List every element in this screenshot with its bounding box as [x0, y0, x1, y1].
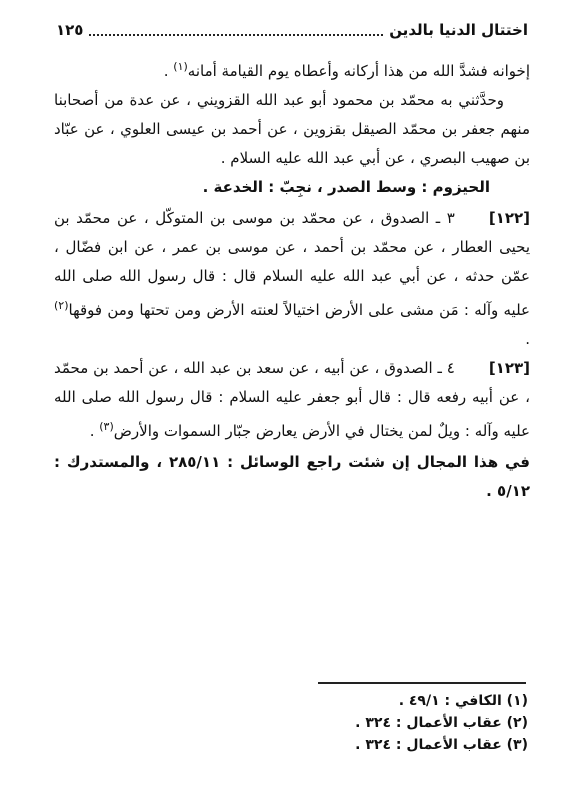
hadith-123-end: .	[89, 422, 100, 440]
footnotes	[54, 690, 528, 756]
page-number: ١٢٥	[56, 21, 84, 39]
hadith-number-123: [١٢٣]	[488, 359, 530, 377]
hadith-number-122: [١٢٢]	[488, 209, 530, 227]
hadith-123	[54, 354, 530, 446]
reference-note: في هذا المجال إن شئت راجع الوسائل : ٢٨٥/١١ ، والمستدرك : ٥/١٢ .	[54, 453, 530, 500]
hadith-122-text: ٣ ـ الصدوق ، عن محمّد بن موسى بن المتوكّل ، عن محمّد بن يحيى العطار ، عن محمّد بن أحمد ، عن موسى بن عمر ، عن ابن فضّال ، عمّن حدثه ، عن أبي عبد الله عليه السلام قال : قال رسول الله صلى الله عليه وآله : مَن مشى على الأرض اختيالاً لعنته الأرض ومن تحتها ومن فوقها	[54, 209, 530, 319]
glossary-note: الحيزوم : وسط الصدر ، نجِبّ : الخدعة .	[202, 178, 490, 196]
running-header	[56, 16, 528, 44]
hadith-122-end: .	[525, 330, 530, 348]
footnote-ref-1: (١)	[173, 60, 188, 73]
paragraph-2: وحدَّثني به محمّد بن محمود أبو عبد الله القزويني ، عن عدة من أصحابنا منهم جعفر بن محمّد الصيقل بقزوين ، عن أحمد بن عيسى العلوي ، عن عبّاد بن صهيب البصري ، عن أبي عبد الله عليه السلام .	[54, 91, 530, 167]
footnote-2: (٢) عقاب الأعمال : ٣٢٤ .	[355, 715, 528, 731]
main-text	[54, 52, 530, 508]
paragraph-1	[54, 52, 530, 86]
header-dotted-leader	[89, 24, 383, 36]
hadith-123-text: ٤ ـ الصدوق ، عن أبيه ، عن سعد بن عبد الله ، عن أحمد بن محمّد ، عن أبيه رفعه قال : قال أبو جعفر عليه السلام : قال رسول الله صلى الله عليه وآله : ويلٌ لمن يختال في الأرض يعارض جبّار السموات والأرض	[54, 359, 530, 440]
footnote-1: (١) الكافي : ٤٩/١ .	[398, 693, 528, 709]
footnote-ref-2: (٢)	[54, 299, 69, 312]
paragraph-1-end: .	[163, 62, 174, 80]
footnote-separator	[318, 682, 526, 684]
header-title: اختتال الدنيا بالدين	[389, 21, 528, 39]
hadith-122	[54, 204, 530, 354]
footnote-ref-3: (٣)	[99, 420, 114, 433]
footnote-3: (٣) عقاب الأعمال : ٣٢٤ .	[355, 737, 528, 753]
paragraph-1-text: إخوانه فشدَّ الله من هذا أركانه وأعطاه يوم القيامة أمانه	[187, 62, 530, 80]
